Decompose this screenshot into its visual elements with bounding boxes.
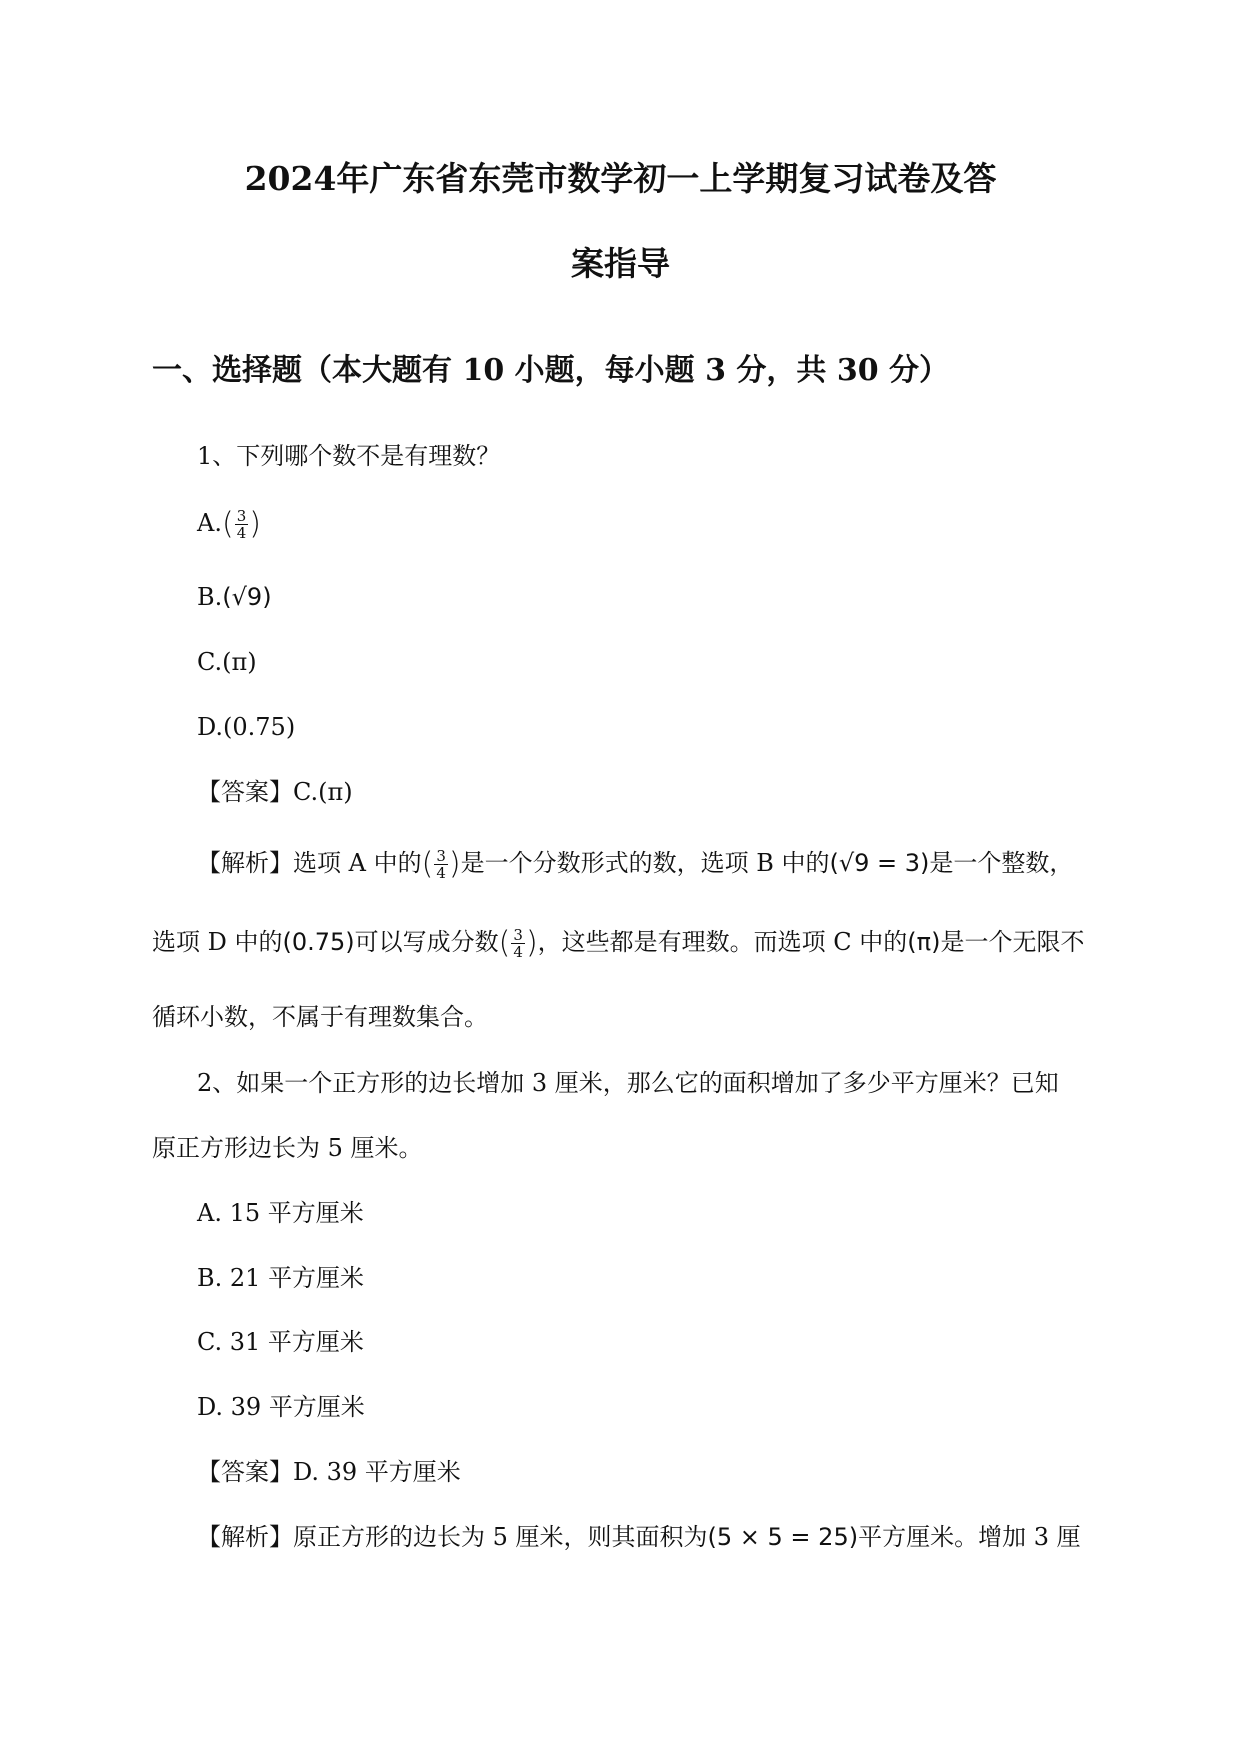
fraction [511,927,525,960]
question-1-analysis-line3: 循环小数，不属于有理数集合。 [152,1003,488,1031]
fraction-numerator: 3 [436,847,446,865]
question-1-analysis-line1 [197,846,1073,882]
analysis-text: 是一个分数形式的数，选项 B 中的 [460,849,830,877]
question-2-analysis-line1 [197,1520,1081,1554]
paren-open: ( [222,583,232,611]
analysis-text: 可以写成分数 [354,928,499,956]
question-2-answer [197,1455,461,1489]
analysis-label: 【解析】 [197,1523,293,1551]
question-1-analysis-line2 [152,925,1084,961]
document-title-line1: 2024年广东省东莞市数学初一上学期复习试卷及答 [244,159,997,198]
paren-open: ( [421,846,434,882]
fraction [434,848,448,881]
question-2-option-a: A. 15 平方厘米 [197,1199,364,1227]
question-2-option-b: B. 21 平方厘米 [197,1264,365,1292]
math-expression: (√9 = 3) [829,849,930,877]
fraction-numerator: 3 [513,926,523,944]
paren-close: ) [249,506,261,542]
analysis-text: ，这些都是有理数。而选项 C 中的 [537,928,908,956]
fraction-denominator: 4 [236,524,247,542]
question-2-stem-line1: 2、如果一个正方形的边长增加 3 厘米，那么它的面积增加了多少平方厘米？已知 [197,1069,1059,1097]
question-1-stem: 1、下列哪个数不是有理数？ [197,442,501,470]
analysis-text: 平方厘米。增加 3 厘 [858,1523,1081,1551]
analysis-text: 是一个整数， [929,849,1074,877]
question-1-option-d: D.(0.75) [197,713,296,741]
answer-label: 【答案】 [197,778,293,806]
answer-label: 【答案】 [197,1458,293,1486]
paren-open: ( [221,506,234,542]
question-2-stem-line2: 原正方形边长为 5 厘米。 [152,1134,423,1162]
paren-close: ) [448,846,461,882]
option-a-prefix: A. [197,509,222,537]
sqrt-expression: √9 [231,583,263,611]
question-1-option-c: C.(π) [197,648,257,676]
answer-text: D. 39 平方厘米 [293,1458,461,1486]
analysis-text: 原正方形的边长为 5 厘米，则其面积为 [293,1523,708,1551]
answer-text: C.(π) [293,778,353,806]
question-1-option-b [197,580,272,614]
analysis-text: 选项 D 中的 [152,928,283,956]
analysis-text: 是一个无限不 [940,928,1085,956]
fraction [235,508,249,541]
analysis-label: 【解析】 [197,849,293,877]
analysis-text: 选项 A 中的 [293,849,422,877]
fraction-denominator: 4 [436,864,446,882]
math-expression: (π) [907,928,941,956]
math-expression: (5 × 5 = 25) [707,1523,859,1551]
fraction-denominator: 4 [513,943,523,961]
option-b-prefix: B. [197,583,223,611]
question-1-answer [197,775,353,809]
section-heading: 一、选择题（本大题有 10 小题，每小题 3 分，共 30 分） [152,353,950,388]
paren-close: ) [262,583,272,611]
question-2-option-d: D. 39 平方厘米 [197,1393,365,1421]
paren-open: ( [498,925,511,961]
question-1-option-a [197,506,261,542]
math-expression: (0.75) [282,928,355,956]
fraction-numerator: 3 [236,507,247,525]
document-title-line2: 案指导 [571,244,670,283]
paren-close: ) [525,925,538,961]
question-2-option-c: C. 31 平方厘米 [197,1328,364,1356]
